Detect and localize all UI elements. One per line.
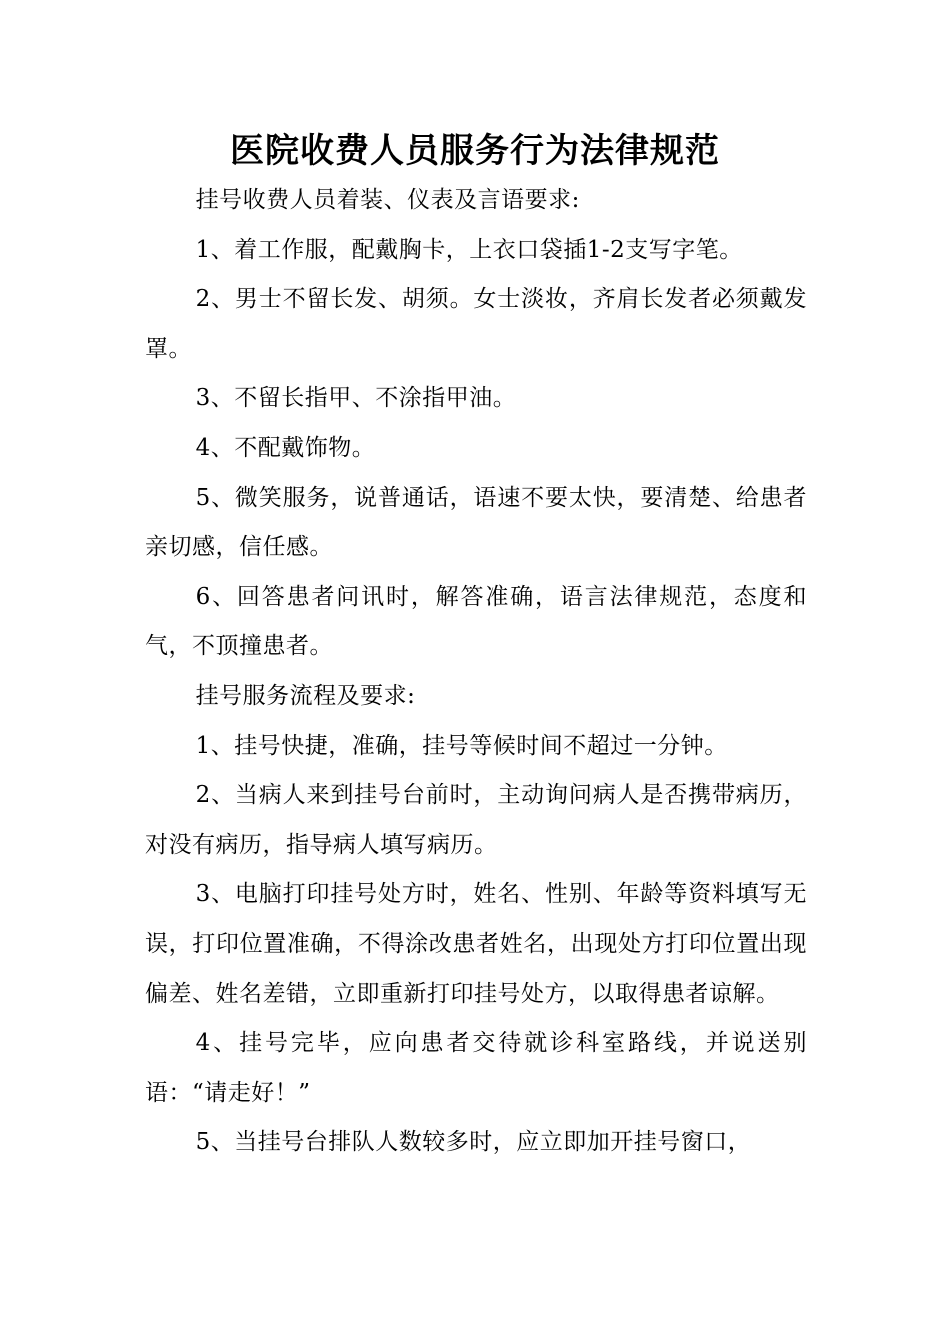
paragraph-attire-4: 4、不配戴饰物。: [195, 434, 376, 461]
paragraph-process-5: 5、当挂号台排队人数较多时，应立即加开挂号窗口，: [195, 1129, 752, 1156]
paragraph-attire-3: 3、不留长指甲、不涂指甲油。: [195, 385, 517, 412]
paragraph-attire-2: 2、男士不留长发、胡须。女士淡妆，齐肩长发者必须戴发罩。: [145, 286, 807, 362]
paragraph-attire-5: 5、微笑服务，说普通话，语速不要太快，要清楚、给患者亲切感，信任感。: [145, 484, 807, 561]
paragraph-attire-1: 1、着工作服，配戴胸卡，上衣口袋插1-2支写字笔。: [195, 236, 743, 263]
paragraph-attire-6: 6、回答患者问讯时，解答准确，语言法律规范，态度和气，不顶撞患者。: [145, 583, 807, 660]
paragraph-process-heading: 挂号服务流程及要求:: [195, 682, 416, 709]
paragraph-process-1: 1、挂号快捷，准确，挂号等候时间不超过一分钟。: [195, 732, 728, 759]
document-title: 医院收费人员服务行为法律规范: [230, 131, 720, 171]
paragraph-process-3: 3、电脑打印挂号处方时，姓名、性别、年龄等资料填写无误，打印位置准确，不得涂改患者姓名，出现处方打印位置出现偏差、姓名差错，立即重新打印挂号处方，以取得患者谅解。: [145, 881, 807, 1007]
paragraph-process-4: 4、挂号完毕，应向患者交待就诊科室路线，并说送别语：“请走好！”: [145, 1030, 807, 1106]
paragraph-attire-heading: 挂号收费人员着装、仪表及言语要求:: [195, 187, 580, 213]
paragraph-process-2: 2、当病人来到挂号台前时，主动询问病人是否携带病历，对没有病历，指导病人填写病历。: [145, 782, 807, 858]
document-body: [145, 176, 807, 1168]
